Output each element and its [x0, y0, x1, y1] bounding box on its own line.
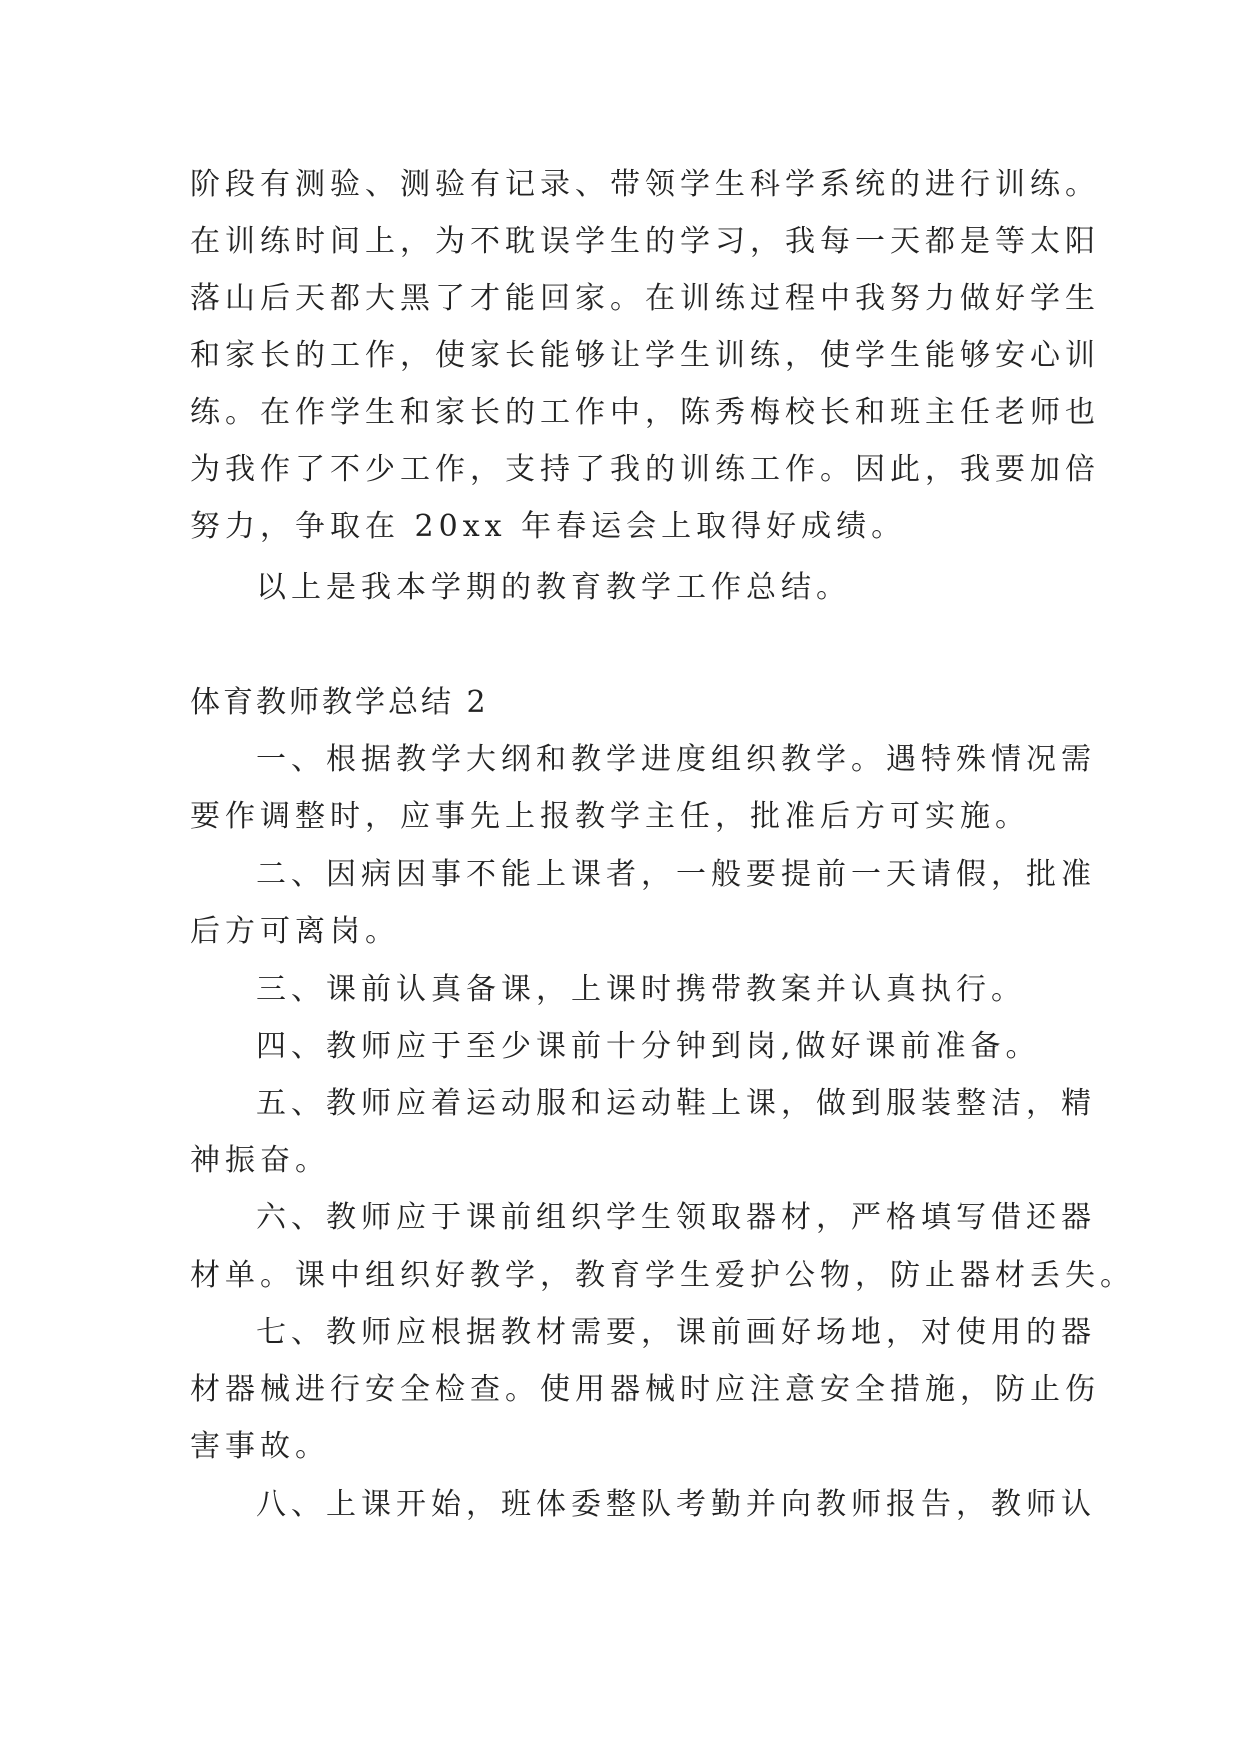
summary-closing-line: 以上是我本学期的教育教学工作总结。 [256, 570, 851, 605]
rule-item-line: 害事故。 [190, 1429, 330, 1464]
rule-item-line: 二、因病因事不能上课者，一般要提前一天请假，批准 [256, 857, 1096, 892]
section-heading: 体育教师教学总结 2 [190, 685, 489, 720]
rule-item-line: 四、教师应于至少课前十分钟到岗,做好课前准备。 [256, 1029, 1041, 1064]
body-text-line: 落山后天都大黑了才能回家。在训练过程中我努力做好学生 [190, 281, 1100, 316]
rule-item-line: 七、教师应根据教材需要，课前画好场地，对使用的器 [256, 1315, 1096, 1350]
rule-item-line: 三、课前认真备课，上课时携带教案并认真执行。 [256, 972, 1026, 1007]
body-text-line: 在训练时间上，为不耽误学生的学习，我每一天都是等太阳 [190, 224, 1100, 259]
rule-item-line: 后方可离岗。 [190, 914, 400, 949]
rule-item-line: 要作调整时，应事先上报教学主任，批准后方可实施。 [190, 799, 1030, 834]
body-text-line: 练。在作学生和家长的工作中，陈秀梅校长和班主任老师也 [190, 395, 1100, 430]
rule-item-line: 八、上课开始，班体委整队考勤并向教师报告，教师认 [256, 1487, 1096, 1522]
body-text-line: 阶段有测验、测验有记录、带领学生科学系统的进行训练。 [190, 167, 1100, 202]
rule-item-line: 材单。课中组织好教学，教育学生爱护公物，防止器材丢失。 [190, 1258, 1135, 1293]
body-text-line: 努力，争取在 20xx 年春运会上取得好成绩。 [190, 509, 907, 544]
rule-item-line: 材器械进行安全检查。使用器械时应注意安全措施，防止伤 [190, 1372, 1100, 1407]
body-text-line: 和家长的工作，使家长能够让学生训练，使学生能够安心训 [190, 338, 1100, 373]
rule-item-line: 神振奋。 [190, 1143, 330, 1178]
rule-item-line: 六、教师应于课前组织学生领取器材，严格填写借还器 [256, 1200, 1096, 1235]
body-text-line: 为我作了不少工作，支持了我的训练工作。因此，我要加倍 [190, 452, 1100, 487]
rule-item-line: 五、教师应着运动服和运动鞋上课，做到服装整洁，精 [256, 1086, 1096, 1121]
rule-item-line: 一、根据教学大纲和教学进度组织教学。遇特殊情况需 [256, 742, 1096, 777]
